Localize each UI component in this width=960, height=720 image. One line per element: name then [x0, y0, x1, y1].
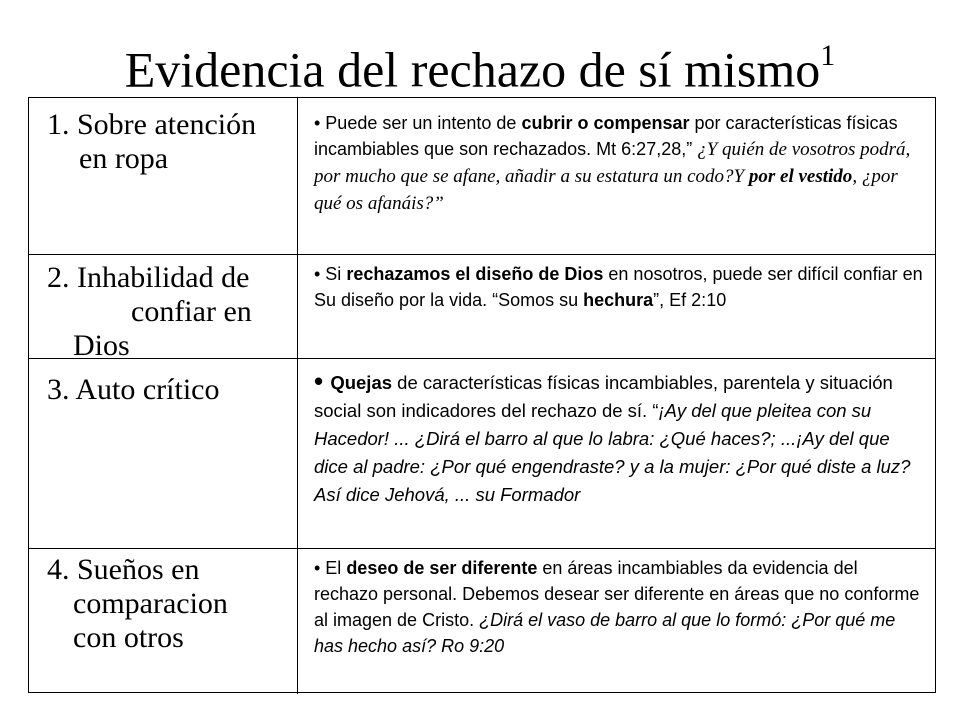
text-run: • El [314, 558, 347, 578]
text-run: rechazamos el diseño de Dios [346, 264, 604, 284]
text-run: hechura [583, 290, 654, 310]
row-2-heading [29, 255, 298, 358]
text-run: cubrir o compensar [521, 113, 690, 133]
text-run: por características físicas incambiables que son rechazados. Mt 6:27,28,” [314, 113, 898, 159]
row-4-heading-line-3: con otros [73, 621, 184, 654]
row-2-heading-line-1: 2. Inhabilidad de [47, 261, 250, 294]
table-row-4 [29, 548, 935, 694]
text-run: deseo de ser diferente [346, 558, 538, 578]
text-run: de características físicas incambiables, parentela y situación social son indicadores del rechazo de sí. “ [314, 372, 893, 421]
text-run: Quejas [330, 372, 393, 393]
text-run: en nosotros, puede ser difícil confiar en Su diseño por la vida. “Somos su [314, 264, 923, 310]
table-row-1 [29, 98, 935, 254]
text-run: ¡Ay del que pleitea con su Hacedor! ... ¿Dirá el barro al que lo labra: ¿Qué haces?; ...¡Ay del que dice al padre: ¿Por qué engendraste? y a la mujer: ¿Por qué diste a luz? Así dice Jehová, ... su Formador [314, 400, 911, 505]
row-2-heading-line-2: confiar en [131, 295, 252, 328]
text-run: ¿Y quién de vosotros podrá, por mucho que se afane, añadir a su estatura un codo?Y [314, 139, 911, 187]
text-run: ”, Ef 2:10 [653, 290, 727, 310]
content-table [28, 97, 936, 693]
slide-title [0, 30, 960, 100]
text-run: , ¿por qué os afanáis?” [314, 166, 898, 214]
row-3-heading-line-1: 3. Auto crítico [47, 373, 220, 406]
text-run: • Si [314, 264, 347, 284]
text-run: por el vestido [748, 166, 853, 187]
text-run: ¿Dirá el vaso de barro al que lo formó: ¿Por qué me has hecho así? Ro 9:20 [314, 610, 896, 656]
text-run: • [314, 366, 331, 396]
row-4-heading [29, 549, 298, 694]
row-2-heading-line-3: Dios [73, 329, 130, 358]
row-4-heading-line-1: 4. Sueños en [47, 553, 200, 586]
table-row-3 [29, 358, 935, 548]
row-1-heading [29, 98, 298, 254]
row-1-description [299, 98, 935, 254]
row-4-heading-line-2: comparacion [73, 587, 228, 620]
text-run: en áreas incambiables da evidencia del rechazo personal. Debemos desear ser diferente en áreas que no conforme al imagen de Cristo. [314, 558, 920, 630]
title-text: Evidencia del rechazo de sí mismo [124, 41, 821, 98]
text-run: • Puede ser un intento de [314, 113, 522, 133]
table-row-2 [29, 254, 935, 358]
row-1-heading-line-2: en ropa [79, 142, 169, 175]
row-2-description [299, 255, 935, 358]
row-1-heading-line-1: 1. Sobre atención [47, 108, 257, 141]
row-3-description [299, 359, 935, 548]
title-footnote-marker: 1 [820, 39, 836, 72]
row-4-description [299, 549, 935, 694]
row-3-heading [29, 359, 298, 548]
